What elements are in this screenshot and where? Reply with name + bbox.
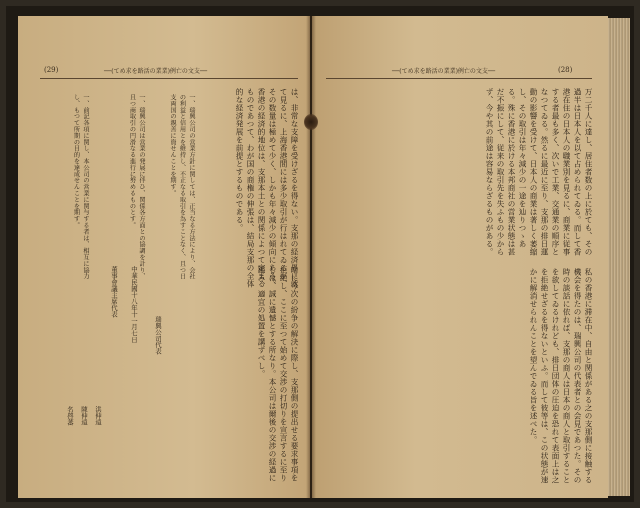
main-text-block: 万二千人に達し、居住者数の上に於ても、その過半は日本人を以て占められてゐる。而して香港在住の日本人の職業別を見るに、商業に従事する者最も多く、次いで工業、交通業の順序となつてゐる。然るに最近に至り、支那の排日運動の影響を受けて、日本人の商業は著しく萎縮し、その取引は年々減少の一途を辿りつゝある。殊に香港に於ける本邦商社の営業状態は甚だ不振にして、従来の取引先を失ふもの少からず、今や其の前途は容易ならざるものがある。 — [485, 88, 593, 256]
left-page — [18, 16, 310, 498]
paper-burn-mark — [304, 114, 318, 130]
header-rule — [326, 78, 592, 79]
running-head: ──(てめ求を路活の業業)例亡の文支── — [104, 68, 208, 75]
header-rule — [40, 78, 298, 79]
book-gutter — [306, 16, 316, 498]
lower-text-block: 私の香港に滞在中、自由と関係がある之の支那側に接触する機会を得たのは、瑞興公司の代表者との会見であつた。その時の談話に依れば、支那の商人は日本の商人と取引することを欲してゐるけれども、排日団体の圧迫を恐れて表面上は之を拒絶せざるを得ないといふ。而して彼等は、この状態が速かに解消せられんことを望んでゐる旨を述べた。 — [529, 268, 593, 484]
lower-text-block: 暗に今次の紛争の解決に際し、支那側の提出せる要求事項を拒絶し、ここに至つて始めて交渉の打切りを宣言するに至りしは、誠に遺憾とする所なり。本公司は爾後の交渉の経過に鑑み、適宜の処置を講ずべし。 — [257, 266, 299, 482]
running-head: ──(てめ求を路活の業業)例亡の文支── — [392, 68, 496, 75]
book-spread — [6, 6, 634, 502]
page-number: (28) — [558, 66, 573, 74]
notice-paragraph: 一、瑞興公司の営業方針に関しては、正当なる方法により、会社の利益と信用とを維持し、不正なる取引を為すことなく、且つ日支両国の親善に資せんことを期す。 — [169, 94, 195, 280]
page-number: (29) — [44, 66, 59, 74]
date-line: 中華民國十八年十一月七日 — [130, 266, 138, 343]
signer-name: 陳伸遠 — [80, 406, 88, 426]
signer-name: 名啓蕃 — [66, 406, 74, 426]
main-text-block: は、非常な支障を受けざるを得ない。支那の経済界に就て見るに、上海香港間には多少取引が行はれてゐるが、その数量は極めて少く、しかも年々減少の傾向にある。香港の経済的地位は、支那本土との関係によつて定まるものであつて、わが国の商権の伸張は、結局支那の全体的な経済発展を前提とするものである。 — [235, 88, 299, 288]
page-stack-edge — [608, 18, 630, 496]
signer-name: 洪伸遠 — [94, 406, 102, 426]
signer-name: 董事會議主席代表 — [110, 266, 118, 318]
notice-paragraph: 一、前記各項に関し、本公司の営業に関与する者は、相互に協力し、もつて所期の目的を達成せんことを期す。 — [72, 94, 89, 280]
signature-label: 瑞興公司代表 — [154, 316, 162, 355]
notice-paragraph: 一、瑞興公司は営業の発展に伴ひ、関係各方面との協調を計り、且つ商取引の円滑なる進行に努めるものとす。 — [128, 94, 145, 280]
right-page — [312, 16, 608, 498]
